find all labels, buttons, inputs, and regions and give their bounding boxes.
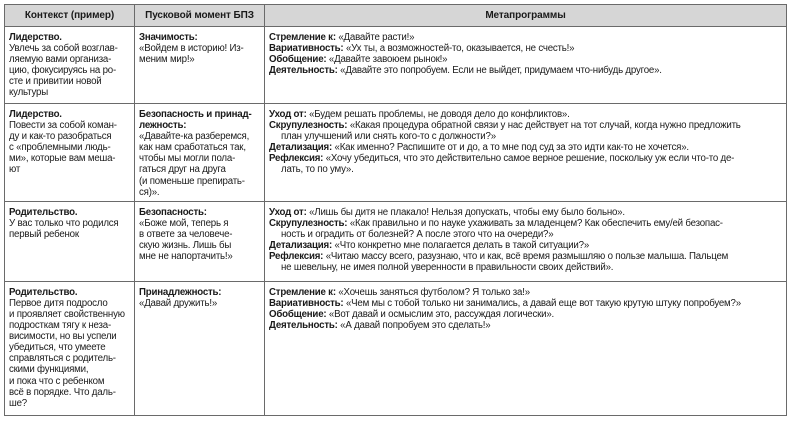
meta-entry <box>269 218 782 229</box>
meta-key: Скрупулезность: <box>269 217 348 229</box>
meta-text-cont: ность и оградить от болезней? А после этого что на очереди?» <box>281 228 554 240</box>
context-line: первый ребенок <box>9 228 79 240</box>
meta-key: Обобщение: <box>269 308 327 320</box>
context-cell <box>5 201 135 281</box>
meta-entry <box>269 309 782 320</box>
meta-text: «Как правильно и по науке ухаживать за младенцем? Как обеспечить ему/ей безопас- <box>349 217 723 229</box>
trigger-cell <box>135 201 265 281</box>
trigger-line: как нам сработаться так, <box>139 142 246 154</box>
table-row <box>5 281 787 415</box>
meta-text: «Вот давай и осмыслим это, рассуждая логически». <box>328 308 555 320</box>
context-cell <box>5 281 135 415</box>
meta-key: Скрупулезность: <box>269 120 348 132</box>
meta-key: Уход от: <box>269 109 307 120</box>
meta-key: Рефлексия: <box>269 153 324 165</box>
meta-key: Детализация: <box>269 142 332 154</box>
meta-entry <box>269 207 782 218</box>
trigger-line: (и поменьше препирать- <box>139 175 245 187</box>
meta-key: Обобщение: <box>269 54 327 66</box>
trigger-cell <box>135 281 265 415</box>
trigger-line: чтобы мы могли пола- <box>139 153 236 165</box>
context-line: ляемую вами организа- <box>9 54 112 66</box>
meta-key: Стремление к: <box>269 286 336 298</box>
trigger-line: меним мир!» <box>139 54 195 66</box>
meta-entry <box>269 320 782 331</box>
meta-text: «Лишь бы дитя не плакало! Нельзя допускать, чтобы ему было больно». <box>309 206 625 218</box>
context-line: всё в порядке. Что даль- <box>9 386 116 398</box>
trigger-line: скую жизнь. Лишь бы <box>139 240 232 252</box>
header-row <box>5 5 787 27</box>
meta-text: «А давай попробуем это сделать!» <box>340 320 491 332</box>
context-title: Лидерство. <box>9 32 62 43</box>
trigger-title: Безопасность: <box>139 206 207 218</box>
meta-key: Вариативность: <box>269 43 344 55</box>
context-cell <box>5 27 135 104</box>
meta-entry <box>269 142 782 153</box>
context-line: Повести за собой коман- <box>9 120 117 132</box>
trigger-title: Принадлежность: <box>139 286 222 298</box>
trigger-cell <box>135 104 265 202</box>
context-title: Лидерство. <box>9 109 62 120</box>
meta-text: «Ух ты, а возможностей-то, оказывается, не счесть!» <box>345 43 575 55</box>
meta-text: «Читаю массу всего, разузнаю, что и как, всё время размышляю о пользе малыша. Пальцем <box>325 251 729 263</box>
meta-entry <box>269 240 782 251</box>
context-line: культуры <box>9 87 48 99</box>
meta-text: «Хочу убедиться, что это действительно самое верное решение, поскольку уж если что-то де- <box>325 153 735 165</box>
table-row <box>5 104 787 202</box>
meta-key: Детализация: <box>269 240 332 252</box>
meta-entry <box>269 153 782 164</box>
meta-text: «Какая процедура обратной связи у нас действует на тот случай, когда нужно предложить <box>349 120 741 132</box>
trigger-line: гаться друг на друга <box>139 164 226 176</box>
meta-text: «Хочешь заняться футболом? Я только за!» <box>338 286 530 298</box>
context-line: Первое дитя подросло <box>9 297 108 309</box>
meta-cell <box>265 27 787 104</box>
context-line: с «проблемными людь- <box>9 142 111 154</box>
meta-text: «Давайте это попробуем. Если не выйдет, придумаем что-нибудь другое». <box>340 65 662 77</box>
meta-cell <box>265 201 787 281</box>
context-line: скими функциями, <box>9 364 89 376</box>
meta-text-cont: лать, то по уму». <box>281 164 354 176</box>
context-line: ду и как-то разобраться <box>9 131 112 143</box>
context-line: сте и привитии новой <box>9 76 102 88</box>
context-line: цию, фокусируясь на ро- <box>9 65 116 77</box>
trigger-title: Безопасность и принад- <box>139 109 252 120</box>
meta-key: Рефлексия: <box>269 251 324 263</box>
trigger-line: в ответе за человече- <box>139 228 233 240</box>
context-line: Увлечь за собой возглав- <box>9 43 118 55</box>
meta-entry <box>269 120 782 131</box>
meta-text-cont: план улучшений или снять кого-то с должности?» <box>281 131 496 143</box>
table-row <box>5 27 787 104</box>
header-metaprograms: Метапрограммы <box>265 5 787 27</box>
context-line: ше? <box>9 397 27 409</box>
meta-entry <box>269 109 782 120</box>
trigger-line: мне не напортачить!» <box>139 251 233 263</box>
meta-entry <box>269 287 782 298</box>
header-context: Контекст (пример) <box>5 5 135 27</box>
trigger-title-cont: лежность: <box>139 120 187 132</box>
trigger-line: «Давай дружить!» <box>139 297 218 309</box>
meta-cell <box>265 281 787 415</box>
context-title: Родительство. <box>9 286 78 298</box>
trigger-line: ся)». <box>139 186 160 198</box>
context-line: и проявляет свойственную <box>9 308 125 320</box>
context-line: и пока что с ребенком <box>9 375 105 387</box>
meta-text: «Чем мы с тобой только ни занимались, а давай еще вот такую крутую штуку попробуем?» <box>345 297 741 309</box>
context-line: висимости, но вы успели <box>9 331 117 343</box>
meta-text: «Давайте завоюем рынок!» <box>328 54 448 66</box>
context-line: ми», которые вам меша- <box>9 153 116 165</box>
trigger-line: «Боже мой, теперь я <box>139 217 229 229</box>
meta-entry <box>269 251 782 262</box>
header-trigger: Пусковой момент БПЗ <box>135 5 265 27</box>
context-line: подросткам тягу к неза- <box>9 320 111 332</box>
meta-entry <box>269 32 782 43</box>
meta-key: Вариативность: <box>269 297 344 309</box>
context-cell <box>5 104 135 202</box>
meta-text-cont: не шевельну, не имея полной уверенности в правильности своих действий». <box>281 262 614 274</box>
trigger-title: Значимость: <box>139 32 198 43</box>
context-line: убедиться, что умеете <box>9 342 106 354</box>
context-line: У вас только что родился <box>9 217 119 229</box>
meta-entry <box>269 65 782 76</box>
context-line: справляться с родитель- <box>9 353 116 365</box>
meta-key: Стремление к: <box>269 32 336 43</box>
meta-text: «Что конкретно мне полагается делать в такой ситуации?» <box>334 240 590 252</box>
meta-entry <box>269 298 782 309</box>
trigger-line: «Войдем в историю! Из- <box>139 43 244 55</box>
meta-entry <box>269 43 782 54</box>
meta-text: «Давайте расти!» <box>338 32 415 43</box>
context-line: ют <box>9 164 21 176</box>
meta-key: Деятельность: <box>269 320 338 332</box>
trigger-cell <box>135 27 265 104</box>
metaprograms-table <box>4 4 787 416</box>
context-title: Родительство. <box>9 206 78 218</box>
meta-text: «Как именно? Распишите от и до, а то мне под суд за это идти как-то не хочется». <box>334 142 689 154</box>
meta-entry <box>269 54 782 65</box>
meta-cell <box>265 104 787 202</box>
table-row <box>5 201 787 281</box>
meta-key: Уход от: <box>269 206 307 218</box>
meta-text: «Будем решать проблемы, не доводя дело до конфликтов». <box>309 109 570 120</box>
trigger-line: «Давайте-ка разберемся, <box>139 131 250 143</box>
meta-key: Деятельность: <box>269 65 338 77</box>
